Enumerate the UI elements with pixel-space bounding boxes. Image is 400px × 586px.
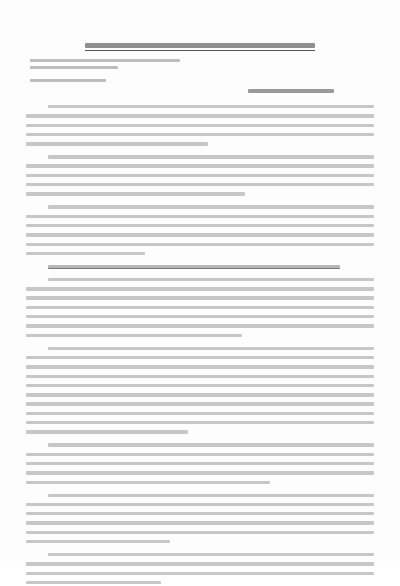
paragraph <box>26 492 374 545</box>
paragraph-line <box>48 276 374 283</box>
paragraph-line <box>26 428 374 435</box>
paragraph <box>26 276 374 339</box>
paragraph-line <box>48 153 374 160</box>
paragraph-line <box>26 519 374 526</box>
paragraph <box>26 345 374 436</box>
paragraph-line <box>26 501 374 508</box>
section-heading-line <box>48 263 374 270</box>
paragraph-line <box>48 103 374 110</box>
paragraph-line <box>26 419 374 426</box>
paragraph-line <box>26 451 374 458</box>
paragraph-line <box>26 363 374 370</box>
paragraph <box>26 153 374 197</box>
document-subtitle <box>30 77 374 84</box>
paragraph-line <box>26 172 374 179</box>
paragraph <box>26 263 374 270</box>
paragraph-line <box>26 241 374 248</box>
paragraph-line <box>48 441 374 448</box>
paragraph-line <box>26 391 374 398</box>
paragraph-line <box>26 190 374 197</box>
paragraph-line <box>48 492 374 499</box>
paragraph-line <box>26 112 374 119</box>
paragraph <box>26 103 374 147</box>
paragraph-line <box>48 203 374 210</box>
paragraph-line <box>26 313 374 320</box>
paragraph-line <box>26 354 374 361</box>
paragraph-line <box>26 460 374 467</box>
paragraph-line <box>26 510 374 517</box>
paragraph-line <box>26 538 374 545</box>
paragraph <box>26 441 374 485</box>
paragraph-line <box>26 570 374 577</box>
paragraph-line <box>26 332 374 339</box>
paragraph-line <box>26 131 374 138</box>
paragraph-line <box>26 162 374 169</box>
paragraph-line <box>26 181 374 188</box>
paragraph-line <box>26 579 374 586</box>
paragraph-line <box>26 250 374 257</box>
paragraph-line <box>26 222 374 229</box>
paragraph-line <box>26 304 374 311</box>
paragraph-line <box>26 322 374 329</box>
paragraph <box>26 551 374 586</box>
paragraph-line <box>26 410 374 417</box>
paragraph-line <box>26 479 374 486</box>
document-title <box>85 40 315 51</box>
paragraph-line <box>48 551 374 558</box>
paragraph-line <box>26 294 374 301</box>
source-note-line <box>30 64 374 71</box>
paragraph-line <box>26 122 374 129</box>
paragraph-line <box>26 469 374 476</box>
paragraph-line <box>26 529 374 536</box>
paragraph-line <box>26 140 374 147</box>
paragraph-line <box>26 285 374 292</box>
paragraph-line <box>26 400 374 407</box>
paragraph-line <box>26 560 374 567</box>
author-line <box>26 86 334 95</box>
paragraph-line <box>26 373 374 380</box>
source-note-line <box>30 57 374 64</box>
paragraph-line <box>26 382 374 389</box>
paragraph <box>26 203 374 256</box>
document-body <box>26 103 374 586</box>
paragraph-line <box>48 345 374 352</box>
paragraph-line <box>26 231 374 238</box>
paragraph-line <box>26 213 374 220</box>
